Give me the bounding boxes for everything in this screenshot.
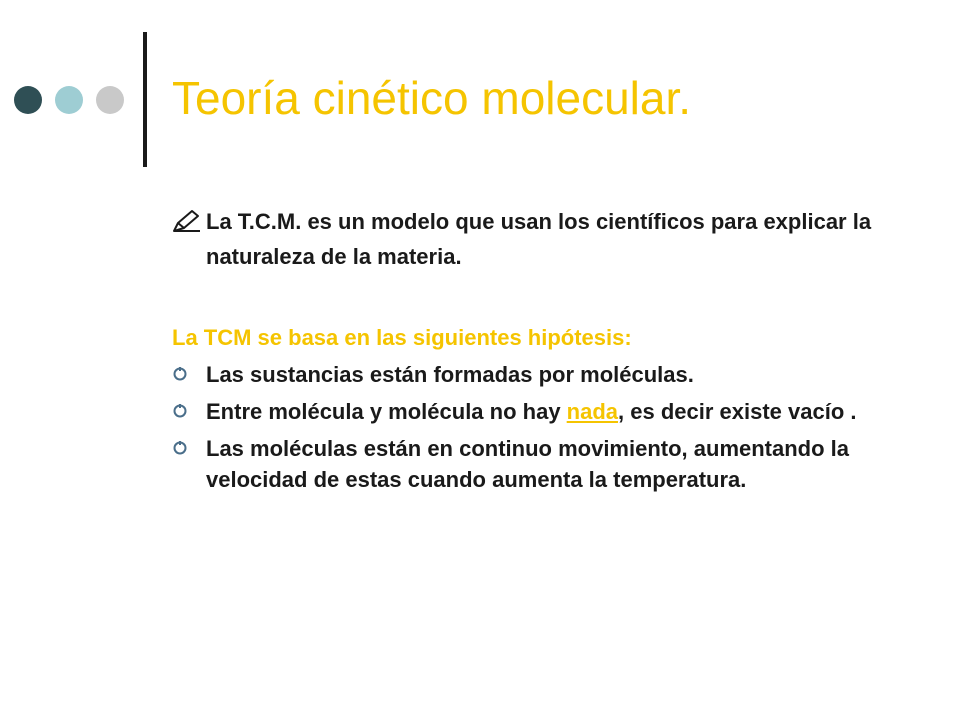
slide-body (172, 206, 912, 501)
nada-link[interactable]: nada (566, 399, 619, 424)
decorative-dots (14, 86, 124, 114)
ring-bullet-icon (172, 366, 188, 382)
list-item-text: Las sustancias están formadas por moléculas. (206, 362, 694, 387)
gray-dot (96, 86, 124, 114)
list-item (172, 396, 912, 427)
slide-title: Teoría cinético molecular. (172, 72, 692, 124)
list-item-text-before: Entre molécula y molécula no hay (206, 399, 567, 424)
hypotheses-heading: La TCM se basa en las siguientes hipótesis: (172, 325, 632, 350)
list-item (172, 359, 912, 390)
ring-bullet-icon (172, 403, 188, 419)
intro-paragraph (172, 206, 912, 272)
light-teal-dot (55, 86, 83, 114)
list-item-text: Las moléculas están en continuo movimiento, aumentando la velocidad de estas cuando aumenta la temperatura. (206, 436, 850, 492)
list-item (172, 433, 912, 495)
title-divider-line (143, 32, 147, 167)
pencil-icon (172, 209, 206, 241)
list-item-text-after: , es decir existe vacío . (618, 399, 857, 424)
dark-teal-dot (14, 86, 42, 114)
ring-bullet-icon (172, 440, 188, 456)
intro-text: La T.C.M. es un modelo que usan los científicos para explicar la naturaleza de la materia. (206, 209, 872, 269)
hypotheses-list (172, 359, 912, 495)
